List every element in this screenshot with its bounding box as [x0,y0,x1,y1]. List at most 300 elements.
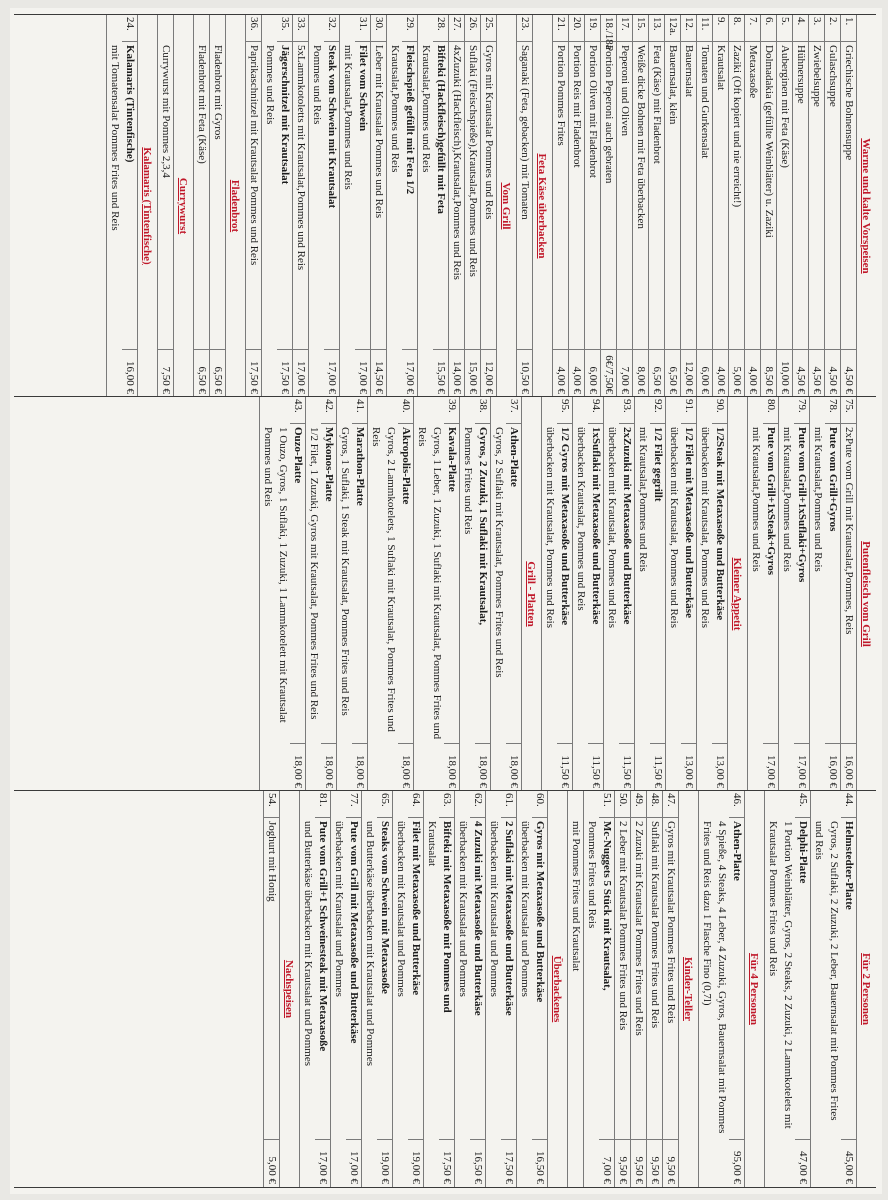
item-description [697,424,727,743]
item-description [306,424,336,743]
item-name: 1/2Steak mit Metaxasoße und Butterkäse [714,427,726,621]
item-details: überbacken mit Krautsalat, Pommes und Reis [544,427,556,629]
menu-item [841,15,857,397]
item-number: 47. [663,791,678,818]
menu-item [585,15,601,397]
item-description [568,818,583,1139]
item-price: 6,50 € [194,349,209,397]
item-number: 9. [713,15,728,42]
menu-item [340,15,371,397]
item-description [300,818,330,1139]
menu-item [697,15,713,397]
item-name: Pute vom Grill+1 Schweinesteak mit Metaxasoße [317,821,329,1052]
item-description [584,818,614,1139]
item-details: 4 Spieße, 4 Steaks, 4 Leber, 4 Zuzuki, Gyros, Bauernsalat mit Pommes Frites und Reis dazu 1 Flasche Fino (0,7l) [701,821,728,1134]
section-title: Putenfleisch vom Grill [860,541,872,647]
item-price: 15,50 € [433,349,448,397]
item-name: Kalamaris (Tintenfische) [124,45,136,163]
item-name: Hühnersuppe [795,45,807,104]
item-price: 18,00 € [444,743,459,791]
menu-item [697,397,728,791]
menu-item [649,15,665,397]
section-title: Grill - Platten [525,561,537,627]
item-name: Fladenbrot mit Gyros [212,45,224,140]
item-number: 25. [481,15,496,42]
menu-item [424,791,455,1187]
item-number: 26. [465,15,480,42]
item-details: 1 Ouzo, Gyros, 1 Suflaki, 1 Zuzuki, 1 Lammkotelett mit Krautsalat Pommes und Reis [262,427,289,723]
item-description [393,818,423,1139]
item-details: Pommes und Reis [264,45,276,125]
item-price: 18,00 € [321,743,336,791]
item-price: 5,00 € [729,349,744,397]
menu-item [368,397,414,791]
menu-item [745,15,761,397]
menu-item [779,397,810,791]
item-price: 7,50 € [158,349,173,397]
item-description [517,818,547,1139]
menu-item [331,791,362,1187]
item-price: 12,00 € [681,349,696,397]
item-number: 91. [681,397,696,424]
item-description [455,818,485,1139]
item-price: 11,50 € [588,743,603,791]
item-details: mit Krautsalat,Pommes und Reis [781,427,793,572]
menu-item [387,15,418,397]
menu-item [414,397,460,791]
item-number: 11. [697,15,712,42]
item-details: mit Krautsalat,Pommes und Reis [637,427,649,572]
item-number: 77. [346,791,361,818]
item-price: 17,00 € [794,743,809,791]
menu-item [465,15,481,397]
menu-item [841,397,857,791]
item-price: 4,50 € [793,349,808,397]
item-name: 4 Zuzuki mit Metaxasoße und Butterkäse [472,821,484,1016]
item-name: 1xSuflaki mit Metaxasoße und Butterkäse [590,427,602,625]
item-name: Bauernsalat [683,45,695,97]
item-number: 75. [841,397,856,424]
menu-item [263,791,280,1187]
menu-item [299,791,331,1187]
item-name: Krautsalat [715,45,727,91]
menu-item [293,15,309,397]
item-price: 10,00 € [777,349,792,397]
menu-item [193,15,210,397]
item-number: 43. [290,397,305,424]
item-description [699,818,744,1139]
item-number: 37. [506,397,521,424]
item-number: 29. [402,15,417,42]
item-description [542,424,572,743]
item-price: 18,00 € [290,743,305,791]
item-number: 41. [352,397,367,424]
menu-item [811,791,857,1187]
item-description [517,42,532,349]
menu-section [263,791,280,1187]
item-description [465,42,480,349]
item-name: Jägerschnitzel mit Krautsalat [279,45,291,185]
menu-item [371,15,387,397]
menu-item [157,15,174,397]
item-description [779,424,809,743]
item-description [811,818,856,1139]
menu-item [584,791,615,1187]
item-description [825,42,840,349]
item-price: 4,00 € [745,349,760,397]
menu-item [633,15,649,397]
item-price: 16,00 € [122,349,137,397]
item-details: 1 Portion Weinblätter, Gyros, 2 Steaks, 2 Zuzuki, 2 Lammkotelets mit Krautsalat Pommes Frites und Reis [767,821,794,1129]
item-description [748,424,778,743]
item-details: mit Krautsalat,Pommes und Reis [812,427,824,572]
section-title: Kalamaris (Tintenfische) [141,147,153,265]
item-description [649,42,664,349]
item-description [414,424,459,743]
item-name: Fladenbrot mit Feta (Käse) [196,45,208,164]
item-price: 19,00 € [377,1139,392,1187]
item-name: Dolmadakia (gefüllte Weinblätter) u. Zaziki [763,45,775,238]
item-name: Griechische Bohnensuppe [843,45,855,161]
item-number: 38. [475,397,490,424]
item-price: 6,50 € [210,349,225,397]
item-description [486,818,516,1139]
item-name: 1/2 Filet mit Metaxasoße und Butterkäse [683,427,695,618]
item-details: Gyros, 1 Suflaki, 1 Steak mit Krautsalat, Pommes Frites und Reis [339,427,351,716]
item-name: 2xZuzuki mit Metaxasoße und Butterkäse [621,427,633,625]
item-name: Metaxasoße [747,45,759,99]
item-number: 54. [264,791,279,818]
item-description [491,424,521,743]
item-name: 2xPute vom Grill mit Krautsalat,Pommes, Reis [843,427,855,635]
item-number: 12a. [665,15,680,42]
menu-item [481,15,497,397]
section-title: Kinder-Teller [682,957,694,1021]
item-price: 6,00 € [585,349,600,397]
item-description [362,818,392,1139]
item-number: 81. [315,791,330,818]
item-name: Athen-Platte [508,427,520,487]
menu-item [764,791,811,1187]
item-name: Pute vom Grill mit Metaxasoße und Butterkäse [348,821,360,1044]
item-details: überbacken mit Krautsalat und Pommes [333,821,345,997]
item-description [681,42,696,349]
item-number: 20. [569,15,584,42]
item-description [809,42,824,349]
item-number: 78. [825,397,840,424]
item-name: Suflaki mit Krautsalat Pommes Frites und Reis [649,821,661,1029]
item-description [585,42,600,349]
item-price: 9,50 € [663,1139,678,1187]
menu-item [665,15,681,397]
item-description [418,42,448,349]
item-details: Krautsalat,Pommes und Reis [389,45,401,173]
item-number: 21. [553,15,568,42]
item-details: Gyros, 2 Suflaki mit Krautsalat, Pommes Frites und Reis [493,427,505,678]
item-description [765,818,810,1139]
item-name: Akropolis-Platte [400,427,412,505]
item-description [553,42,568,349]
item-price: 17,50 € [246,349,261,397]
item-name: Portion Pommes Frites [555,45,567,146]
menu-item [631,791,647,1187]
item-price: 7,00 € [617,349,632,397]
item-number: 6. [761,15,776,42]
item-price: 17,00 € [402,349,417,397]
item-details: Gyros, 2 Suflaki, 2 Zuzuki, 2 Leber, Bauernsalat mit Pommes Frites und Reis [813,821,840,1121]
item-price: 10,50 € [517,349,532,397]
menu-item [517,791,548,1187]
item-name: Bauernsalat, klein [667,45,679,125]
item-name: 1/2 Filet gegrillt [652,427,664,502]
item-price: 14,00 € [449,349,464,397]
item-number: 36. [246,15,261,42]
menu-item [491,397,522,791]
item-name: 2 Suflaki mit Metaxasoße und Butterkäse [503,821,515,1016]
item-number: 79. [794,397,809,424]
item-description [210,42,225,349]
menu-section [541,397,728,791]
item-number: 35. [277,15,292,42]
section-title: Nachspeisen [283,959,295,1019]
menu-item [666,397,697,791]
menu-column-right [14,790,876,1188]
item-number: 42. [321,397,336,424]
menu-item [713,15,729,397]
menu-column-middle [14,396,876,791]
item-price: 6,50 € [665,349,680,397]
menu-item [569,15,585,397]
section-title: Für 2 Personen [860,953,872,1025]
item-name: Portion Oliven mit Fladenbrot [587,45,599,178]
menu-section [764,791,857,1187]
menu-item [761,15,777,397]
menu-item [259,397,306,791]
item-price: 17,50 € [501,1139,516,1187]
item-price: 17,00 € [293,349,308,397]
item-number: 30. [371,15,386,42]
item-description [260,424,305,743]
item-price: 18,00 € [475,743,490,791]
item-description [617,42,632,349]
item-price: 18,00 € [398,743,413,791]
item-name: Gyros mit Metaxasoße und Butterkäse [534,821,546,1003]
item-description [615,818,630,1139]
menu-item [106,15,138,397]
item-number: 93. [619,397,634,424]
item-number: 28. [433,15,448,42]
item-description [368,424,413,743]
item-description [729,42,744,349]
item-name: Auberginen mit Feta (Käse) [779,45,791,168]
item-price: 17,00 € [324,349,339,397]
item-description [262,42,292,349]
item-price: 4,00 € [713,349,728,397]
item-name: Paprikaschnitzel mit Krautsalat Pommes und Reis [248,45,260,266]
menu-item [460,397,491,791]
item-price: 17,00 € [346,1139,361,1187]
item-price: 8,50 € [761,349,776,397]
item-number: 95. [557,397,572,424]
item-number: 90. [712,397,727,424]
item-details: überbacken mit Krautsalat, Pommes und Reis [699,427,711,629]
item-description [666,424,696,743]
item-name: Portion Peperoni auch gebraten [603,45,615,184]
menu-item [306,397,337,791]
item-number: 32. [324,15,339,42]
item-description [460,424,490,743]
menu-item [262,15,293,397]
item-description [745,42,760,349]
item-price: 19,00 € [408,1139,423,1187]
menu-item [455,791,486,1187]
item-description [481,42,496,349]
menu-section [193,15,226,397]
item-name: Tomaten und Gurkensalat [699,45,711,159]
item-number: 44. [841,791,856,818]
item-description [601,42,616,349]
menu-item [810,397,841,791]
item-description [631,818,646,1139]
item-name: Athen-Platte [731,821,743,881]
item-name: Bifteki mit Metaxasoße mit Pommes und [441,821,453,1013]
item-price: 4,50 € [809,349,824,397]
menu-item [615,791,631,1187]
menu-item [617,15,633,397]
item-name: Filet vom Schwein [357,45,369,132]
item-price: 11,50 € [619,743,634,791]
menu-item [449,15,465,397]
item-description [793,42,808,349]
item-price: 4,00 € [569,349,584,397]
section-title: Feta Käse überbacken [536,153,548,259]
item-price: 18,00 € [506,743,521,791]
item-price: 11,50 € [650,743,665,791]
item-name: Mykonos-Platte [323,427,335,502]
menu-item [337,397,368,791]
item-number: 1. [841,15,856,42]
menu-section [245,15,497,397]
item-description [264,818,279,1139]
item-details: überbacken mit Krautsalat und Pommes [457,821,469,997]
item-name: Filet mit Metaxasoße und Butterkäse [410,821,422,996]
item-price: 16,00 € [841,743,856,791]
item-number: 7. [745,15,760,42]
item-name: Zaziki (Oft kopiert und nie erreicht!) [731,45,743,208]
item-description [449,42,464,349]
item-number: 13. [649,15,664,42]
menu-item [552,15,569,397]
item-price: 6€/7,50€ [601,349,616,397]
section-title: Für 4 Personen [748,953,760,1025]
item-description [424,818,454,1139]
item-description [573,424,603,743]
item-details: Krautsalat,Pommes und Reis [420,45,432,173]
item-name: Pute vom Grill+1xSuflaki+Gyros [796,427,808,583]
item-name: Gyros mit Krautsalat Pommes Frites und Reis [665,821,677,1024]
item-number: 49. [631,791,646,818]
menu-section [698,791,745,1187]
item-price: 18,00 € [352,743,367,791]
menu-section [567,791,679,1187]
item-description [246,42,261,349]
item-number: 15. [633,15,648,42]
menu-item [362,791,393,1187]
item-name: Gyros mit Krautsalat Pommes und Reis [483,45,495,220]
item-description [569,42,584,349]
item-number: 33. [293,15,308,42]
item-description [107,42,137,349]
menu-item [793,15,809,397]
menu-item [698,791,745,1187]
item-price: 12,00 € [481,349,496,397]
menu-section [259,397,522,791]
item-description [604,424,634,743]
item-name: 1/2 Gyros mit Metaxasoße und Butterkäse [559,427,571,626]
item-name: Fleischspieß gefüllt mit Feta 1/2 [404,45,416,195]
item-description [713,42,728,349]
item-price: 7,00 € [599,1139,614,1187]
item-price: 17,50 € [439,1139,454,1187]
item-description [635,424,665,743]
menu-section [747,397,857,791]
menu-item [516,15,533,397]
item-number: 94. [588,397,603,424]
item-name: Helmstedter-Platte [843,821,855,910]
menu-section [106,15,138,397]
item-details: überbacken mit Krautsalat und Pommes [519,821,531,997]
item-description [841,42,856,349]
item-description [663,818,678,1139]
item-price: 9,50 € [631,1139,646,1187]
item-name: 4xZuzuki (Hackfleisch),Krautsalat,Pommes und Reis [451,45,463,280]
item-description [194,42,209,349]
item-price: 4,00 € [553,349,568,397]
menu-section [157,15,174,397]
item-details: überbacken mit Krautsalat und Pommes [395,821,407,997]
menu-item [573,397,604,791]
item-number: 61. [501,791,516,818]
item-price: 17,00 € [355,349,370,397]
menu-item [825,15,841,397]
menu-item [210,15,226,397]
item-number: 19. [585,15,600,42]
item-description [647,818,662,1139]
item-details: Gyros, 1 Leber, 1 Zuzuki, 1 Suflaki mit Krautsalat, Pommes Frites und Reis [416,427,443,740]
item-number: 12. [681,15,696,42]
item-number: 64. [408,791,423,818]
item-price: 17,00 € [763,743,778,791]
item-description [387,42,417,349]
menu-section [552,15,857,397]
item-description [697,42,712,349]
menu-sheet [10,8,882,1194]
item-details: Gyros, 2 Lammkotelets, 1 Suflaki mit Krautsalat, Pommes Frites und Reis [370,427,397,732]
item-name: Mc-Nuggets 5 Stück mit Krautsalat, [601,821,613,991]
section-title: Fladenbrot [229,179,241,233]
item-name: 5xLammkotoletts mit Krautsalat,Pommes und Reis [295,45,307,271]
item-description [665,42,680,349]
item-name: 2 Leber mit Krautsalat Pommes Frites und Reis [617,821,629,1031]
item-name: Feta (Käse) mit Fladenbrot [651,45,663,164]
item-name: Peperoni und Oliven [619,45,631,137]
item-number: 45. [795,791,810,818]
item-number: 5. [777,15,792,42]
item-name: Gulaschsuppe [827,45,839,107]
item-number: 18./18a [603,17,615,50]
item-price: 17,50 € [277,349,292,397]
item-price: 9,50 € [615,1139,630,1187]
